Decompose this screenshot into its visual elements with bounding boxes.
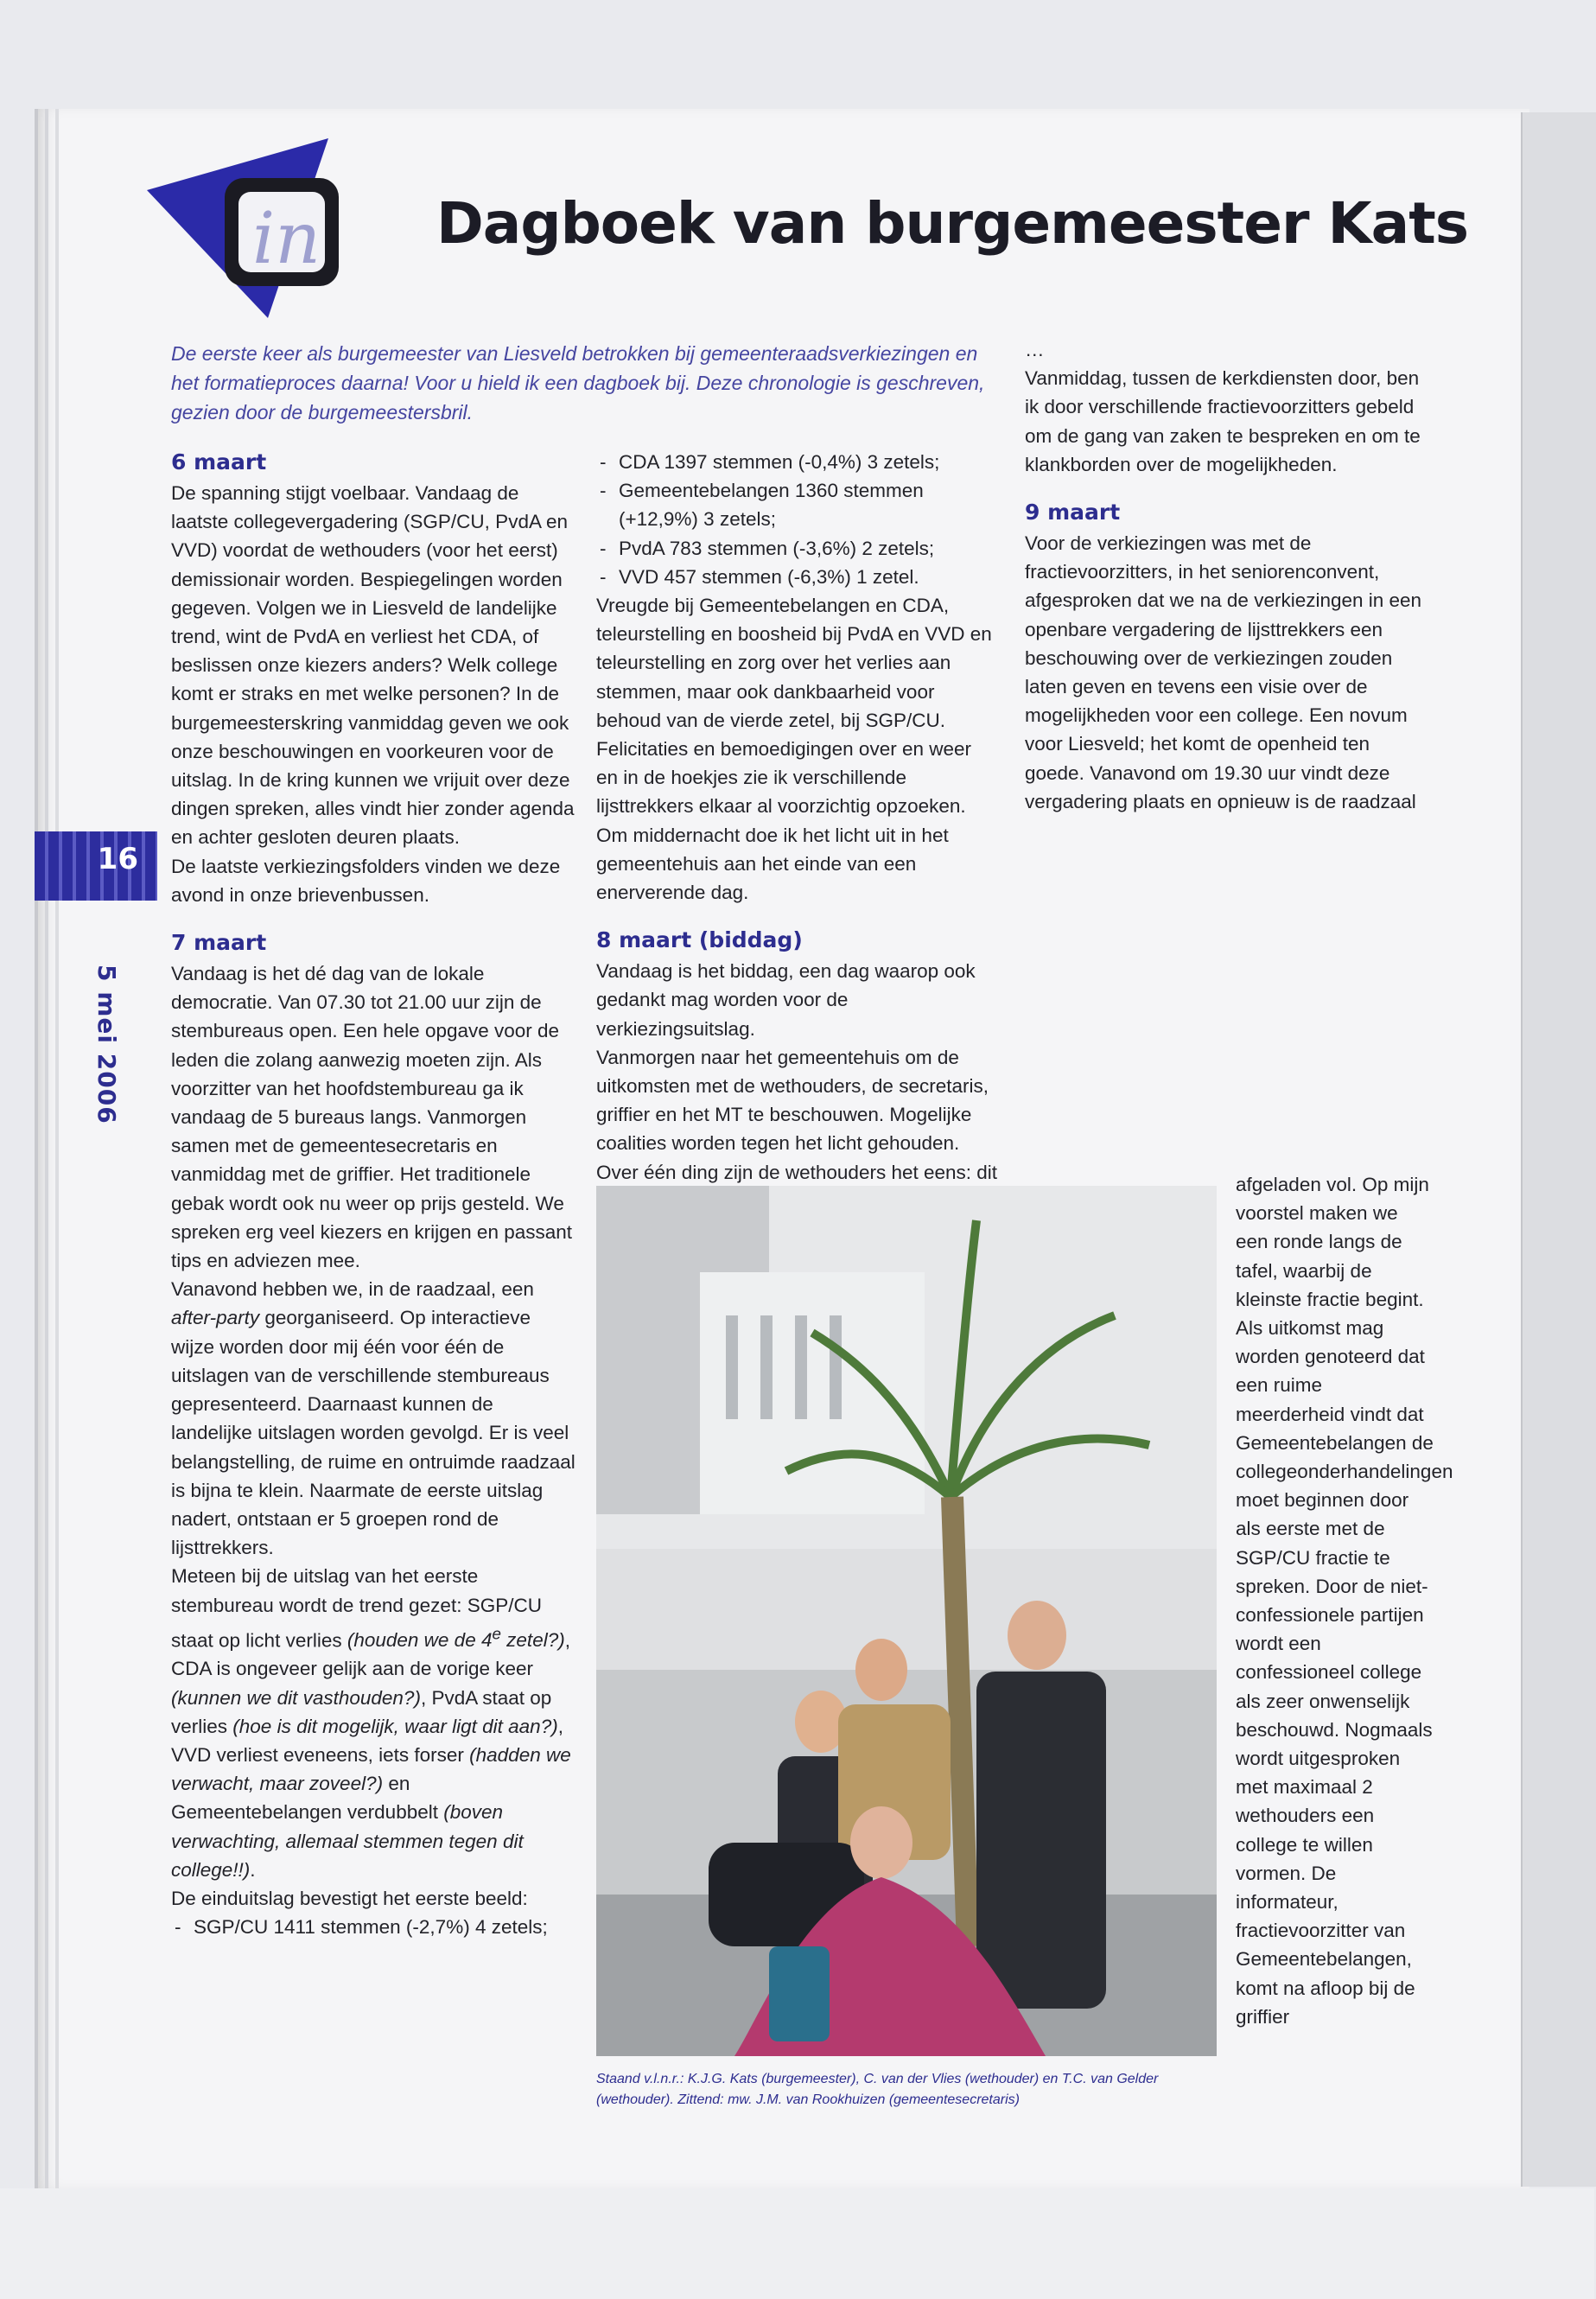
paragraph: Vandaag is het biddag, een dag waarop ook gedankt mag worden voor de verkiezingsuitslag.	[596, 960, 976, 1040]
text-run: (houden we de 4	[347, 1629, 493, 1652]
paragraph: Voor de verkiezingen was met de fractievoorzitters, in het seniorenconvent, afgesproken dat we na de verkiezingen in een openbare vergadering de lijsttrekkers een beschouwing over de verkiezingen zouden laten geven en tevens een visie over de mogelijkheden voor een college. Een novum voor Liesveld; het komt de openheid ten goede. Vanavond om 19.30 uur vindt deze vergadering plaats en opnieuw is de raadzaal	[1025, 532, 1422, 812]
list-item: - PvdA 783 stemmen (-3,6%) 2 zetels;	[596, 534, 998, 563]
column-2	[596, 448, 998, 1183]
emphasis: after-party	[171, 1307, 260, 1329]
paragraph: …	[1025, 339, 1045, 360]
list-item: - VVD 457 stemmen (-6,3%) 1 zetel.	[596, 563, 998, 591]
results-list	[596, 448, 998, 591]
next-page-edge	[1521, 112, 1596, 2187]
column-3-continued	[1236, 1170, 1453, 2031]
tab-stripes	[35, 831, 157, 901]
group-photo	[596, 1186, 1217, 2056]
paragraph: Vanmiddag, tussen de kerkdiensten door, ben ik door verschillende fractievoorzitters gebeld om de gang van zaken te bespreken en om te klankborden over de mogelijkheden.	[1025, 367, 1421, 475]
paragraph: De spanning stijgt voelbaar. Vandaag de laatste collegevergadering (SGP/CU, PvdA en VVD) voordat de wethouders (voor het eerst) demissionair worden. Bespiegelingen worden gegeven. Volgen we in Liesveld de landelijke trend, wint de PvdA en verliest het CDA, of beslissen onze kiezers anders? Welk college komt er straks en met welke personen? In de burgemeesterskring vanmiddag geven we ook onze beschouwingen en voorkeuren voor de uitslag. In de kring kunnen we vrijuit over deze dingen spreken, alles vindt hier zonder agenda en achter gesloten deuren plaats.	[171, 482, 575, 849]
text-run: , CDA is ongeveer gelijk aan de vorige keer	[171, 1629, 570, 1680]
column-3	[1025, 335, 1431, 816]
emphasis: (boven verwachting, allemaal stemmen tegen dit college!!)	[171, 1801, 524, 1881]
intro-text: De eerste keer als burgemeester van Liesveld betrokken bij gemeenteraadsverkiezingen en het formatieproces daarna! Voor u hield ik een dagboek bij. Deze chronologie is geschreven, gezien door de burgemeestersbril.	[171, 342, 985, 424]
text-run: en Gemeentebelangen verdubbelt	[171, 1773, 444, 1824]
page-number-tab	[35, 831, 157, 901]
text-run: Vanavond hebben we, in de raadzaal, een	[171, 1278, 534, 1301]
page-title: Dagboek van burgemeester Kats	[436, 190, 1469, 257]
section-logo-icon	[147, 137, 354, 318]
issue-date: 5 mei 2006	[92, 965, 121, 1124]
results-list	[171, 1913, 577, 1941]
text-run: , PvdA staat op verlies	[171, 1686, 552, 1737]
paragraph: Felicitaties en bemoedigingen over en weer en in de hoekjes zie ik verschillende lijsttrekkers elkaar al voorzichtig opzoeken. Om middernacht doe ik het licht uit in het gemeentehuis aan het einde van een enerverende dag.	[596, 738, 972, 904]
column-1	[171, 448, 577, 1941]
paragraph: Vreugde bij Gemeentebelangen en CDA, teleurstelling en boosheid bij PvdA en VVD en teleurstelling en zorg over het verlies aan stemmen, maar ook dankbaarheid voor behoud van de vierde zetel, bij SGP/CU.	[596, 595, 992, 731]
page-spine	[35, 109, 38, 2188]
logo-text: in	[252, 198, 321, 280]
section-heading: 9 maart	[1025, 500, 1121, 525]
paragraph: Vanmorgen naar het gemeentehuis om de uitkomsten met de wethouders, de secretaris, griffier en het MT te beschouwen. Mogelijke coalities worden tegen het licht gehouden. Over één ding zijn de wethouders het eens: dit	[596, 1046, 998, 1183]
emphasis	[347, 1624, 565, 1652]
paragraph: De laatste verkiezingsfolders vinden we deze avond in onze brievenbussen.	[171, 855, 561, 906]
paragraph: Vandaag is het dé dag van de lokale democratie. Van 07.30 tot 21.00 uur zijn de stembureaus open. Een hele opgave voor de leden die zolang aanwezig moeten zijn. Als voorzitter van het hoofdstembureau ga ik vandaag de 5 bureaus langs. Vanmorgen samen met de gemeentesecretaris en vanmiddag met de griffier. Het traditionele gebak wordt ook nu weer op prijs gesteld. We spreken erg veel kiezers en krijgen en passant tips en adviezen mee.	[171, 963, 573, 1272]
page-spine	[45, 109, 48, 2188]
emphasis: (hadden we verwacht, maar zoveel?)	[171, 1744, 571, 1795]
page-number: 16	[97, 842, 138, 876]
text-run: georganiseerd. Op interactieve wijze worden door mij één voor één de uitslagen van de verschillende stembureaus gepresenteerd. Daarnaast kunnen de landelijke uitslagen worden gevolgd. Er is veel belangstelling, de ruime en ontruimde raadzaal is bijna te klein. Naarmate de eerste uitslag nadert, ontstaan er 5 groepen rond de lijsttrekkers.	[171, 1307, 575, 1559]
paragraph	[171, 1562, 577, 1884]
text-run: zetel?)	[500, 1629, 565, 1652]
paragraph: De einduitslag bevestigt het eerste beeld:	[171, 1888, 528, 1910]
text-run: , VVD verliest eveneens, iets forser	[171, 1715, 563, 1767]
photo-caption: Staand v.l.n.r.: K.J.G. Kats (burgemeester), C. van der Vlies (wethouder) en T.C. van Gelder (wethouder). Zittend: mw. J.M. van Rookhuizen (gemeentesecretaris)	[596, 2072, 1159, 2107]
list-item: - SGP/CU 1411 stemmen (-2,7%) 4 zetels;	[171, 1913, 577, 1941]
section-heading: 6 maart	[171, 449, 267, 474]
emphasis: (hoe is dit mogelijk, waar ligt dit aan?)	[232, 1715, 558, 1737]
paragraph	[171, 1275, 577, 1562]
text-run: .	[250, 1858, 256, 1881]
section-heading: 8 maart (biddag)	[596, 927, 803, 953]
text-run: Meteen bij de uitslag van het eerste stembureau wordt de trend gezet: SGP/CU staat op licht verlies	[171, 1565, 542, 1652]
page-spine	[55, 109, 59, 2188]
paragraph: afgeladen vol. Op mijn voorstel maken we een ronde langs de tafel, waarbij de kleinste fractie begint. Als uitkomst mag worden genoteerd dat een ruime meerderheid vindt dat Gemeentebelangen de collegeonderhandelingen moet beginnen door als eerste met de SGP/CU fractie te spreken. Door de niet-confessionele partijen wordt een confessioneel college als zeer onwenselijk beschouwd. Nogmaals wordt uitgesproken met maximaal 2 wethouders een college te willen vormen. De informateur, fractievoorzitter van Gemeentebelangen, komt na afloop bij de griffier	[1236, 1174, 1453, 2028]
list-item: - CDA 1397 stemmen (-0,4%) 3 zetels;	[596, 448, 998, 476]
background-shade	[0, 2188, 1594, 2299]
superscript: e	[492, 1624, 501, 1643]
section-heading: 7 maart	[171, 930, 267, 956]
emphasis: (kunnen we dit vasthouden?)	[171, 1686, 421, 1709]
list-item: - Gemeentebelangen 1360 stemmen (+12,9%) 3 zetels;	[596, 476, 998, 533]
